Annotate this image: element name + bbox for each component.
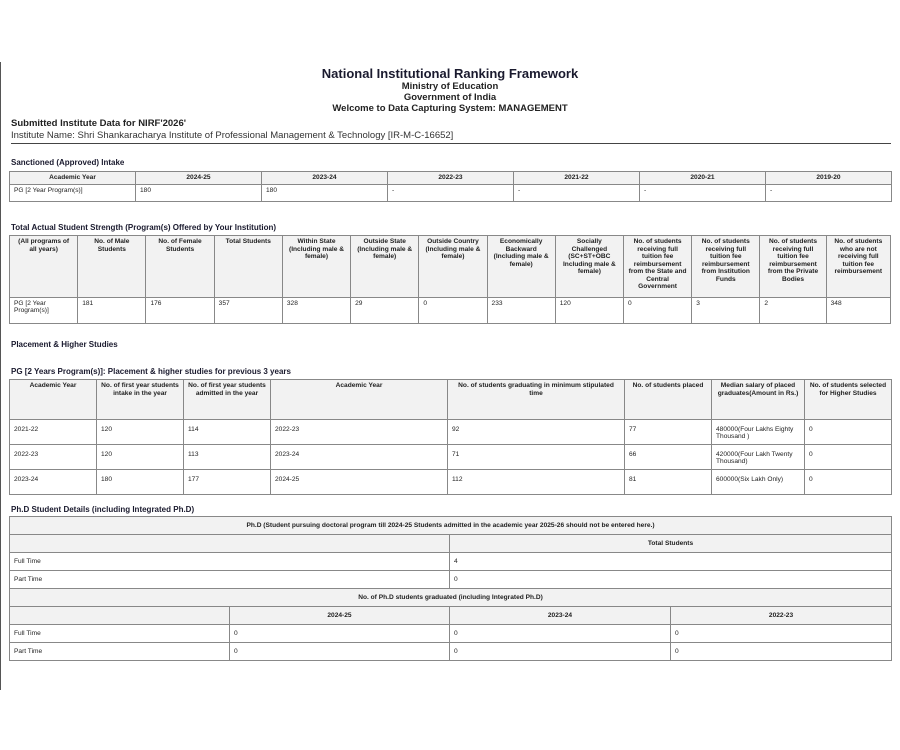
phd-year-header: 2022-23	[671, 607, 892, 625]
placement-cell: 0	[805, 420, 892, 445]
phd-total-header-row	[10, 535, 892, 553]
table-row	[10, 625, 892, 643]
intake-header-cell: Academic Year	[10, 172, 136, 185]
table-row	[10, 420, 892, 445]
placement-cell: 120	[97, 420, 184, 445]
strength-cell: 181	[78, 298, 146, 324]
placement-section-title: Placement & Higher Studies	[11, 340, 118, 349]
placement-cell: 2021-22	[10, 420, 97, 445]
intake-cell: 180	[262, 184, 388, 201]
strength-cell: 0	[419, 298, 487, 324]
table-row	[10, 184, 892, 201]
placement-cell: 66	[625, 445, 712, 470]
phd-blank-header	[10, 607, 230, 625]
phd-note: Ph.D (Student pursuing doctoral program till 2024-25 Students admitted in the academic year 2025-26 should not be entered here.)	[10, 517, 892, 535]
strength-cell: 348	[826, 298, 890, 324]
institute-name: Institute Name: Shri Shankaracharya Institute of Professional Management & Technology [IR-M-C-16652]	[11, 130, 891, 144]
placement-cell: 71	[448, 445, 625, 470]
intake-cell: -	[766, 184, 892, 201]
page-left-border	[0, 62, 1, 690]
strength-header-cell: Outside Country (Including male & female)	[419, 236, 487, 298]
placement-cell: 2024-25	[271, 470, 448, 495]
phd-total-value: 0	[450, 571, 892, 589]
placement-cell: 81	[625, 470, 712, 495]
strength-table	[9, 235, 891, 324]
intake-cell: -	[640, 184, 766, 201]
phd-graduated-value: 0	[671, 643, 892, 661]
strength-header-cell: Total Students	[214, 236, 282, 298]
phd-graduated-value: 0	[230, 625, 450, 643]
phd-mode-label: Part Time	[10, 643, 230, 661]
placement-table	[9, 379, 892, 495]
placement-header-cell: No. of students selected for Higher Studies	[805, 380, 892, 420]
strength-header-cell: Outside State (Including male & female)	[351, 236, 419, 298]
strength-header-cell: Socially Challenged (SC+ST+OBC Including male & female)	[555, 236, 623, 298]
phd-graduated-value: 0	[450, 625, 671, 643]
ministry-label: Ministry of Education	[401, 81, 499, 92]
strength-cell: 3	[692, 298, 760, 324]
placement-cell: 2023-24	[271, 445, 448, 470]
strength-cell: 2	[760, 298, 826, 324]
phd-graduated-title: No. of Ph.D students graduated (including Integrated Ph.D)	[10, 589, 892, 607]
placement-cell: 112	[448, 470, 625, 495]
intake-cell: -	[514, 184, 640, 201]
phd-year-header: 2024-25	[230, 607, 450, 625]
placement-header-cell: Academic Year	[10, 380, 97, 420]
strength-header-cell: Economically Backward (Including male & female)	[487, 236, 555, 298]
placement-cell: 120	[97, 445, 184, 470]
intake-header-cell: 2024-25	[136, 172, 262, 185]
placement-cell: 480000(Four Lakhs Eighty Thousand )	[712, 420, 805, 445]
placement-cell: 2023-24	[10, 470, 97, 495]
welcome-label: Welcome to Data Capturing System: MANAGEMENT	[332, 103, 568, 114]
strength-cell: 328	[282, 298, 350, 324]
placement-header-cell: No. of students graduating in minimum stipulated time	[448, 380, 625, 420]
phd-section-title: Ph.D Student Details (including Integrated Ph.D)	[11, 505, 195, 514]
intake-header-cell: 2022-23	[388, 172, 514, 185]
strength-cell: 0	[623, 298, 691, 324]
phd-year-header: 2023-24	[450, 607, 671, 625]
submitted-title: Submitted Institute Data for NIRF'2026'	[11, 118, 187, 129]
strength-cell: PG [2 Year Program(s)]	[10, 298, 78, 324]
placement-cell: 114	[184, 420, 271, 445]
placement-cell: 0	[805, 445, 892, 470]
table-row	[10, 470, 892, 495]
intake-table	[9, 171, 892, 202]
phd-graduated-value: 0	[671, 625, 892, 643]
strength-cell: 233	[487, 298, 555, 324]
phd-mode-label: Part Time	[10, 571, 450, 589]
placement-cell: 0	[805, 470, 892, 495]
placement-header-cell: No. of students placed	[625, 380, 712, 420]
placement-cell: 600000(Six Lakh Only)	[712, 470, 805, 495]
strength-header-cell: Within State (Including male & female)	[282, 236, 350, 298]
placement-cell: 420000(Four Lakh Twenty Thousand)	[712, 445, 805, 470]
strength-header-cell: (All programs of all years)	[10, 236, 78, 298]
phd-mode-label: Full Time	[10, 553, 450, 571]
placement-header-cell: No. of first year students intake in the year	[97, 380, 184, 420]
table-row	[10, 298, 891, 324]
intake-header-cell: 2020-21	[640, 172, 766, 185]
placement-cell: 92	[448, 420, 625, 445]
intake-section-title: Sanctioned (Approved) Intake	[11, 158, 125, 167]
intake-cell: 180	[136, 184, 262, 201]
strength-header-cell: No. of students who are not receiving full tuition fee reimbursement	[826, 236, 890, 298]
table-row	[10, 571, 892, 589]
phd-graduated-title-row	[10, 589, 892, 607]
table-row	[10, 553, 892, 571]
page-title: National Institutional Ranking Framework	[321, 66, 579, 81]
phd-table	[9, 516, 892, 661]
phd-graduated-value: 0	[230, 643, 450, 661]
strength-cell: 29	[351, 298, 419, 324]
phd-total-label: Total Students	[450, 535, 892, 553]
strength-header-cell: No. of students receiving full tuition fee reimbursement from the Private Bodies	[760, 236, 826, 298]
intake-header-cell: 2019-20	[766, 172, 892, 185]
page-header	[0, 66, 900, 114]
placement-subtitle: PG [2 Years Program(s)]: Placement & higher studies for previous 3 years	[11, 367, 291, 376]
strength-header-cell: No. of students receiving full tuition fee reimbursement from the State and Central Government	[623, 236, 691, 298]
intake-cell: -	[388, 184, 514, 201]
strength-cell: 176	[146, 298, 214, 324]
phd-total-value: 4	[450, 553, 892, 571]
strength-header-cell: No. of Female Students	[146, 236, 214, 298]
phd-blank-header	[10, 535, 450, 553]
strength-header-cell: No. of Male Students	[78, 236, 146, 298]
strength-cell: 120	[555, 298, 623, 324]
placement-cell: 180	[97, 470, 184, 495]
strength-header-cell: No. of students receiving full tuition fee reimbursement from Institution Funds	[692, 236, 760, 298]
placement-cell: 2022-23	[10, 445, 97, 470]
placement-cell: 77	[625, 420, 712, 445]
intake-header-cell: 2021-22	[514, 172, 640, 185]
placement-header-cell: No. of first year students admitted in the year	[184, 380, 271, 420]
placement-header-cell: Academic Year	[271, 380, 448, 420]
placement-cell: 113	[184, 445, 271, 470]
placement-cell: 177	[184, 470, 271, 495]
phd-years-row	[10, 607, 892, 625]
phd-mode-label: Full Time	[10, 625, 230, 643]
government-label: Government of India	[403, 92, 497, 103]
placement-cell: 2022-23	[271, 420, 448, 445]
phd-note-row	[10, 517, 892, 535]
intake-cell: PG [2 Year Program(s)]	[10, 184, 136, 201]
strength-section-title: Total Actual Student Strength (Program(s) Offered by Your Institution)	[11, 223, 277, 232]
phd-graduated-value: 0	[450, 643, 671, 661]
intake-header-cell: 2023-24	[262, 172, 388, 185]
strength-cell: 357	[214, 298, 282, 324]
table-row	[10, 445, 892, 470]
table-row	[10, 643, 892, 661]
placement-header-cell: Median salary of placed graduates(Amount in Rs.)	[712, 380, 805, 420]
